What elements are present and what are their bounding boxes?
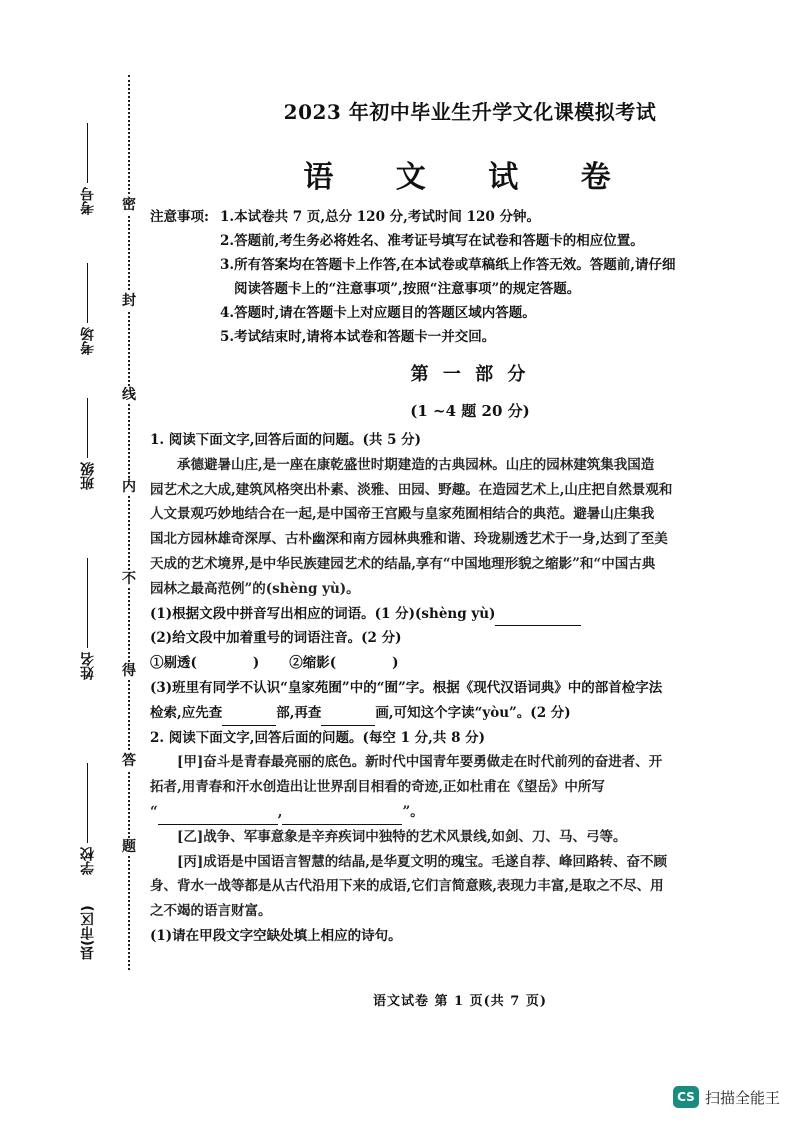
poem-blank-line: “ , ”。 xyxy=(150,800,770,825)
answer-blank[interactable] xyxy=(282,808,402,825)
fill-line xyxy=(88,763,89,843)
q1-sub1: (1)根据文段中拼音写出相应的词语。(1 分)(shèng yù) xyxy=(150,602,770,627)
part-subtitle: (1 ~4 题 20 分) xyxy=(410,402,530,420)
seal-char: 不 xyxy=(122,571,136,587)
notice-item: 3.所有答案均在答题卡上作答,在本试卷或草稿纸上作答无效。答题前,请仔细 xyxy=(220,257,676,273)
fill-line xyxy=(88,263,89,323)
passage-line: 身、背水一战等都是从古代沿用下来的成语,它们言简意赅,表现力丰富,是取之不尽、用 xyxy=(150,878,664,895)
seal-char: 线 xyxy=(122,387,136,403)
q1-sub3-line2: 检索,应先查 部,再查 画,可知这个字读“yòu”。(2 分) xyxy=(150,701,770,726)
binding-field-school: 学校 xyxy=(68,745,108,875)
notice-item: 5.考试结束时,请将本试卷和答题卡一并交回。 xyxy=(220,329,496,345)
q2-sub1: (1)请在甲段文字空缺处填上相应的诗句。 xyxy=(150,927,402,944)
seal-char: 题 xyxy=(122,839,136,855)
question-1-stem: 1. 阅读下面文字,回答后面的问题。(共 5 分) xyxy=(150,432,422,448)
passage-line: 国北方园林雄奇深厚、古朴幽深和南方园林典雅和谐、玲珑剔透艺术于一身,达到了至美 xyxy=(150,531,668,548)
binding-field-name: 姓名 xyxy=(68,540,108,680)
answer-blank[interactable] xyxy=(222,709,276,726)
notice-block xyxy=(150,205,770,349)
question-content xyxy=(150,428,770,949)
passage-line: 承德避暑山庄,是一座在康乾盛世时期建造的古典园林。山庄的园林建筑集我国造 xyxy=(177,456,655,473)
notice-item: 4.答题时,请在答题卡上对应题目的答题区域内答题。 xyxy=(220,305,536,321)
page-footer: 语文试卷 第 1 页(共 7 页) xyxy=(372,994,548,1009)
binding-field-class: 班级 xyxy=(68,380,108,490)
passage-line: 人文景观巧妙地结合在一起,是中国帝王宫殿与皇家苑囿相结合的典范。避暑山庄集我 xyxy=(150,506,655,523)
q1-sub3: (3)班里有同学不认识“皇家苑囿”中的“囿”字。根据《现代汉语词典》中的部首检字法 xyxy=(150,679,663,696)
notice-item: 1.本试卷共 7 页,总分 120 分,考试时间 120 分钟。 xyxy=(220,209,540,225)
scanner-watermark xyxy=(673,1086,780,1108)
q1-sub2: (2)给文段中加着重号的词语注音。(2 分) xyxy=(150,630,402,647)
seal-char: 答 xyxy=(122,753,136,769)
question-2-stem: 2. 阅读下面文字,回答后面的问题。(每空 1 分,共 8 分) xyxy=(150,729,486,746)
fill-line xyxy=(88,558,89,648)
notice-item: 阅读答题卡上的“注意事项”,按照“注意事项”的规定答题。 xyxy=(234,281,581,297)
seal-char: 得 xyxy=(122,663,136,679)
camscanner-logo-icon: CS xyxy=(673,1086,699,1108)
fill-line xyxy=(88,123,89,183)
passage-line: [乙]战争、军事意象是辛弃疾词中独特的艺术风景线,如剑、刀、马、弓等。 xyxy=(177,828,627,845)
passage-line: [甲]奋斗是青春最亮丽的底色。新时代中国青年要勇做走在时代前列的奋进者、开 xyxy=(177,754,663,771)
answer-blank[interactable] xyxy=(495,609,581,626)
passage-line: 之不竭的语言财富。 xyxy=(150,903,272,920)
passage-line: [丙]成语是中国语言智慧的结晶,是华夏文明的瑰宝。毛遂自荐、峰回路转、奋不顾 xyxy=(177,853,667,870)
paper-title: 语 文 试 卷 xyxy=(303,160,637,195)
part-title: 第 一 部 分 xyxy=(410,364,530,385)
fill-line xyxy=(88,398,89,458)
passage-line: 园艺术之大成,建筑风格突出朴素、淡雅、田园、野趣。在造园艺术上,山庄把自然景观和 xyxy=(150,481,673,498)
notice-label: 注意事项: xyxy=(150,209,209,225)
exam-header: 2023 年初中毕业生升学文化课模拟考试 xyxy=(283,100,657,124)
notice-item: 2.答题前,考生务必将姓名、准考证号填写在试卷和答题卡的相应位置。 xyxy=(220,233,644,249)
q1-sub2-blanks: ①剔透( ) ②缩影( ) xyxy=(150,655,399,672)
passage-line: 拓者,用青春和汗水创造出让世界刮目相看的奇迹,正如杜甫在《望岳》中所写 xyxy=(150,779,605,796)
seal-char: 封 xyxy=(122,293,136,309)
passage-line: 园林之最高范例”的(shèng yù)。 xyxy=(150,580,360,597)
passage-line: 天成的艺术境界,是中华民族建园艺术的结晶,享有“中国地理形貌之缩影”和“中国古典 xyxy=(150,555,656,572)
watermark-text: 扫描全能王 xyxy=(704,1088,780,1107)
binding-field-county: 县(市区) xyxy=(80,905,96,960)
seal-char: 内 xyxy=(122,479,136,495)
answer-blank[interactable] xyxy=(158,808,278,825)
binding-field-exam-number: 考号 xyxy=(68,105,108,215)
binding-field-exam-room: 考场 xyxy=(68,245,108,355)
seal-char: 密 xyxy=(122,197,136,213)
answer-blank[interactable] xyxy=(321,709,375,726)
